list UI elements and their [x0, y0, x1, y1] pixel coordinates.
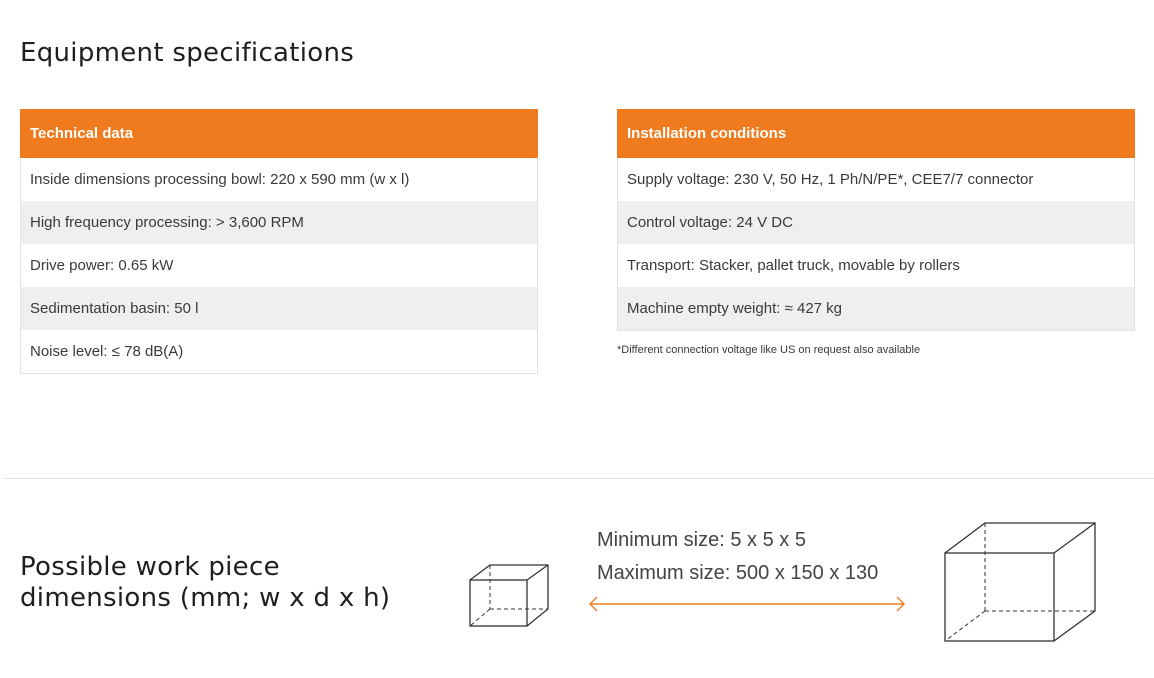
small-cube-icon [469, 563, 551, 629]
section-title: Equipment specifications [20, 38, 355, 68]
maximum-size-label: Maximum size: 500 x 150 x 130 [597, 562, 879, 584]
large-cube-icon [944, 521, 1098, 643]
table-row: High frequency processing: > 3,600 RPM [21, 201, 538, 244]
table-row: Machine empty weight: ≈ 427 kg [618, 287, 1135, 331]
double-arrow-icon [588, 596, 906, 612]
table-row: Control voltage: 24 V DC [618, 201, 1135, 244]
minimum-size-label: Minimum size: 5 x 5 x 5 [597, 529, 806, 551]
dimensions-title-line2: dimensions (mm; w x d x h) [20, 583, 391, 613]
table-row: Sedimentation basin: 50 l [21, 287, 538, 330]
technical-data-table [20, 109, 538, 374]
section-divider [4, 478, 1154, 479]
table-row: Drive power: 0.65 kW [21, 244, 538, 287]
voltage-footnote: *Different connection voltage like US on request also available [617, 344, 921, 356]
technical-data-header: Technical data [21, 110, 538, 158]
table-row: Inside dimensions processing bowl: 220 x 590 mm (w x l) [21, 158, 538, 202]
installation-conditions-table [617, 109, 1135, 331]
table-row: Transport: Stacker, pallet truck, movable by rollers [618, 244, 1135, 287]
dimensions-title-line1: Possible work piece [20, 552, 280, 582]
dimensions-title [20, 552, 390, 614]
installation-conditions-header: Installation conditions [618, 110, 1135, 158]
table-row: Supply voltage: 230 V, 50 Hz, 1 Ph/N/PE*, CEE7/7 connector [618, 158, 1135, 202]
table-row: Noise level: ≤ 78 dB(A) [21, 330, 538, 374]
